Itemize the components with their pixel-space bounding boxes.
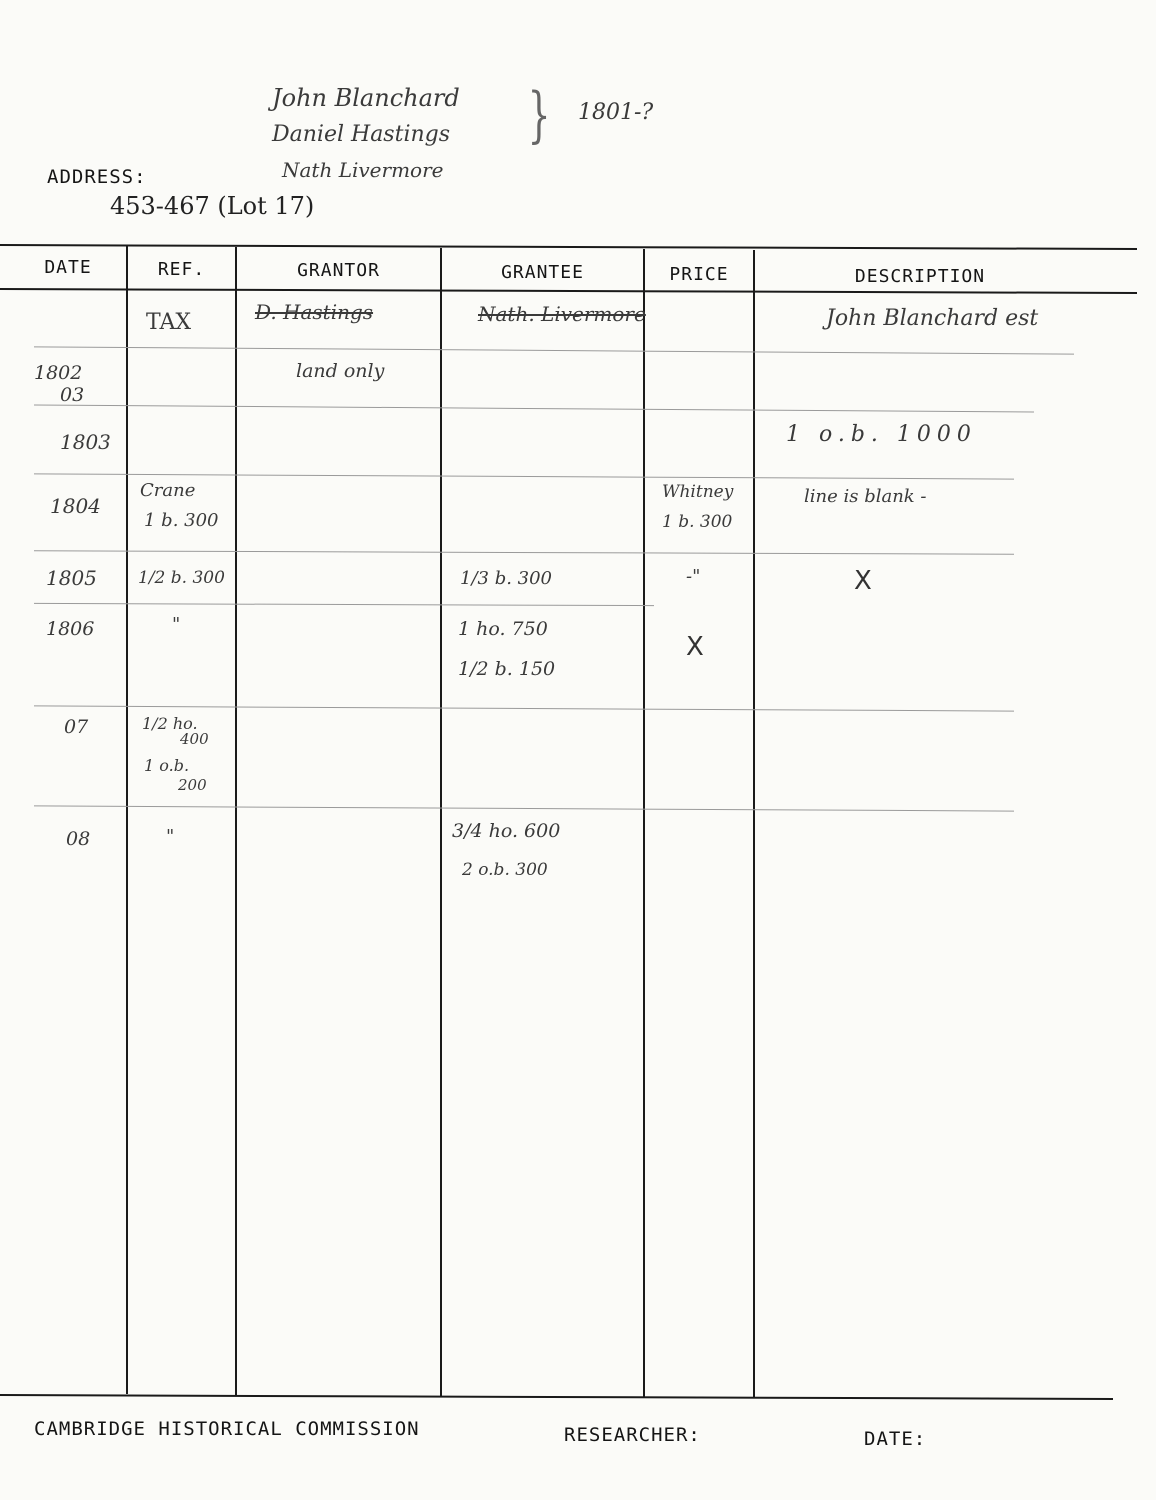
r0-grantee: Nath. Livermore [478,302,646,326]
r5-grantee-a: 1 ho. 750 [458,618,548,640]
r3-ref-b: 1 b. 300 [144,510,219,531]
r6-ref-d: 200 [178,776,207,794]
r4-ref: 1/2 b. 300 [138,568,225,588]
r6-ref-b: 400 [180,730,209,748]
row-separator [34,405,1034,413]
brace-mark: } [527,80,551,150]
table-bottom-border [0,1394,1113,1400]
r7-grantee-b: 2 o.b. 300 [462,860,548,880]
row-separator [34,346,1074,354]
r6-ref-a: 1/2 ho. [142,714,198,733]
col-header-price: PRICE [669,264,729,285]
row-separator [34,473,1014,479]
footer-commission: CAMBRIDGE HISTORICAL COMMISSION [34,1418,420,1440]
r3-price-b: 1 b. 300 [662,512,733,532]
r3-date: 1804 [50,494,101,518]
note-year: 1801-? [578,100,654,125]
header-bottom-border [0,288,1137,294]
r3-price-a: Whitney [662,482,734,502]
table-top-border [0,244,1137,250]
row-separator [34,805,1014,811]
col-divider-2 [235,247,237,1395]
r5-grantee-b: 1/2 b. 150 [458,658,556,680]
r0-grantor: D. Hastings [255,300,374,324]
r3-ref-a: Crane [140,480,196,501]
row-separator [34,550,1014,554]
r5-price-x: X [686,632,704,662]
r1-date-a: 1802 [34,362,83,384]
r4-price: -" [686,566,701,587]
col-header-description: DESCRIPTION [854,266,986,287]
r5-date: 1806 [46,618,95,640]
col-header-ref: REF. [157,259,206,280]
r7-date: 08 [66,828,91,850]
r7-grantee-a: 3/4 ho. 600 [452,820,561,842]
r1-date-b: 03 [60,384,85,406]
col-divider-3 [440,248,442,1396]
footer-date-label: DATE: [864,1428,927,1450]
r5-ref: " [172,614,181,635]
r1-grantor: land only [296,360,385,382]
col-header-grantor: GRANTOR [297,260,380,281]
note-name-2: Daniel Hastings [272,122,451,147]
footer-researcher-label: RESEARCHER: [564,1424,701,1446]
r2-description: 1 o.b. 1000 [786,422,977,447]
col-header-grantee: GRANTEE [501,262,584,283]
row-separator [34,705,1014,711]
r3-description: line is blank - [804,486,927,507]
col-header-date: DATE [44,257,92,278]
r6-date: 07 [64,716,89,738]
r4-description-x: X [854,566,872,596]
r7-ref: " [166,826,175,847]
r0-ref: TAX [146,310,192,335]
col-divider-4 [643,249,645,1397]
r4-date: 1805 [46,566,97,590]
col-divider-5 [753,250,755,1398]
r2-date: 1803 [60,430,111,454]
r0-description: John Blanchard est [826,306,1039,331]
note-name-1: John Blanchard [272,84,460,112]
r6-ref-c: 1 o.b. [144,756,190,775]
address-value: 453-467 (Lot 17) [110,192,315,220]
note-name-3: Nath Livermore [282,158,444,182]
address-label: ADDRESS: [47,166,147,188]
col-divider-1 [126,246,128,1394]
r4-grantee: 1/3 b. 300 [460,568,553,589]
